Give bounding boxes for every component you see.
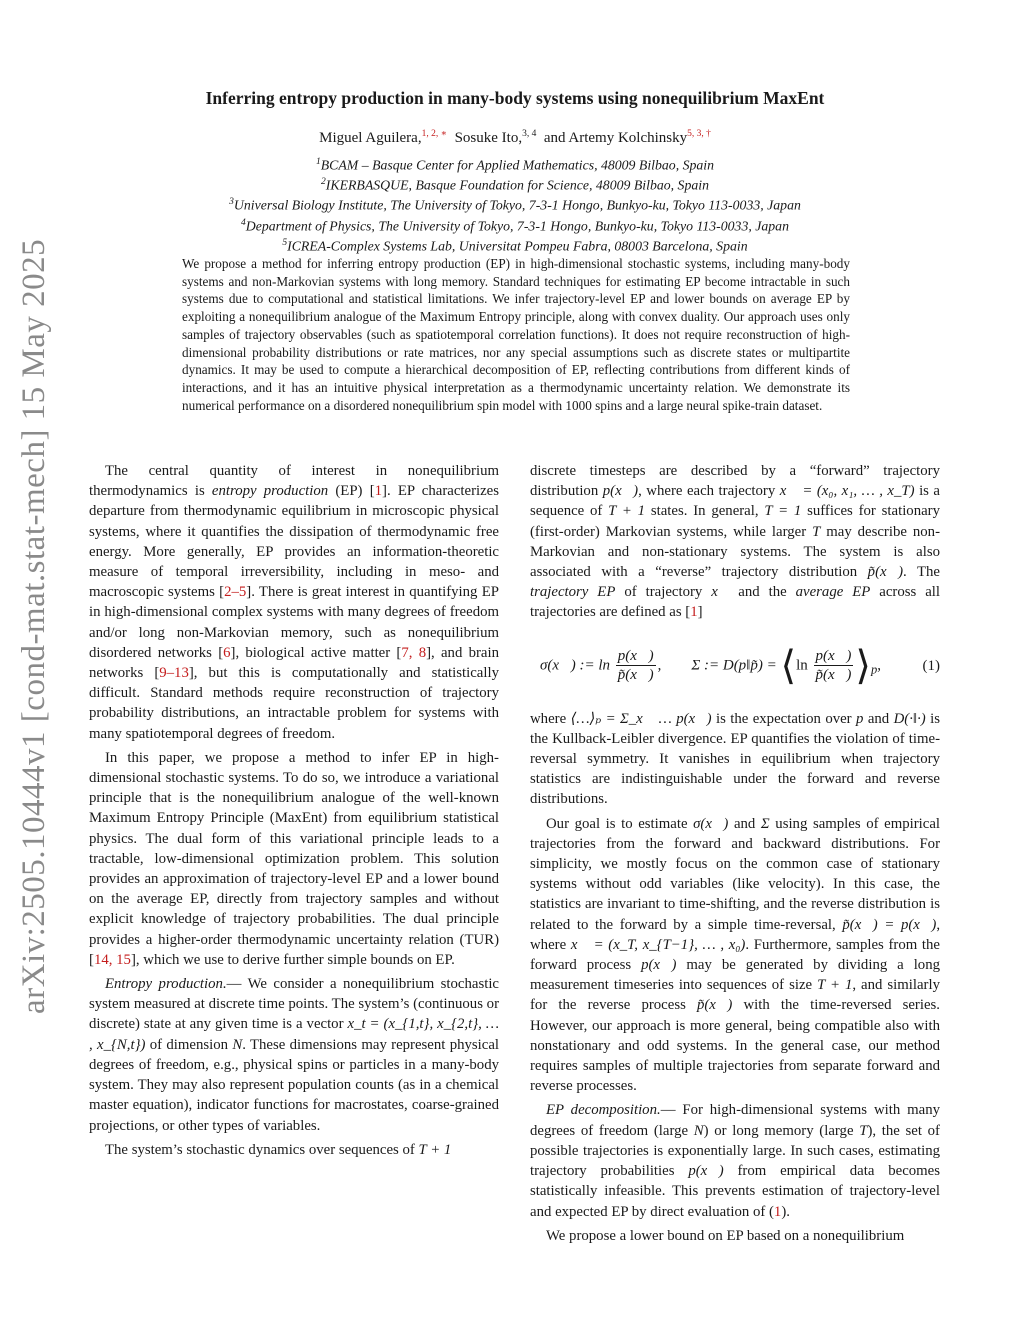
affiliation (100, 215, 930, 235)
paragraph: The system’s stochastic dynamics over sequences of T + 1 (105, 1141, 452, 1158)
inline-math: N (232, 1036, 243, 1053)
inline-math: x⃗ = (x₀, x₁, … , x_T) (779, 483, 915, 500)
inline-math: x⃖ = (x_T, x_{T−1}, … , x₀) (570, 936, 746, 953)
author-name: and Artemy Kolchinsky (543, 130, 688, 146)
inline-math: T (859, 1122, 868, 1139)
body-right-column (530, 461, 940, 1246)
affiliation-number: 1 (315, 157, 321, 167)
inline-math: T + 1 (418, 1141, 452, 1158)
affiliation (100, 154, 930, 174)
inline-math: p̃(x⃗) (696, 997, 733, 1014)
affiliation-text: BCAM – Basque Center for Applied Mathematics, 48009 Bilbao, Spain (320, 157, 715, 173)
paragraph: The central quantity of interest in nonequilibrium thermodynamics is entropy production (EP) [1]. EP characterizes departure from thermodynamic equilibrium in microscopic physical systems, where it quantifies the dissipation of thermodynamic free energy. More generally, EP provides an information-theoretic measure of temporal irreversibility, including in meso- and macroscopic systems [2–5]. There is great interest in quantifying EP in high-dimensional complex systems with many degrees of freedom and/or long non-Markovian memory, such as nonequilibrium disordered networks [6], biological active matter [7, 8], and brain networks [9–13], but this is computationally and statistically difficult. Standard methods require reconstruction of trajectory probability distributions, an intractable problem for systems with many spatiotemporal degrees of freedom. (89, 463, 499, 742)
citation-link[interactable]: 1 (374, 483, 383, 500)
eq-fraction: $\frac{p(x⃗)}{p̃(x⃗)}$ (815, 648, 852, 684)
inline-math: p (856, 710, 864, 727)
affiliation-number: 3 (229, 197, 234, 208)
inline-math: p(x⃗) (641, 957, 677, 974)
inline-math: σ(x⃗) (693, 815, 729, 832)
inline-math: p̃(x⃗) = p(x⃖) (842, 916, 937, 933)
equation-ref-link[interactable]: 1 (773, 1203, 782, 1220)
affiliation-list (100, 154, 930, 255)
author-affil-sup: 5, 3, † (687, 129, 711, 139)
inline-math: T (812, 523, 821, 540)
paragraph: In this paper, we propose a method to infer EP in high-dimensional stochastic systems. To do so, we introduce a variational principle that is the nonequilibrium analogue of the well-known Maximum Entropy Principle (MaxEnt) from equilibrium statistical physics. The dual form of this variational principle leads to a tractable, low-dimensional optimization problem. This solution provides an approximation of trajectory-level EP and a lower bound on the average EP, directly from trajectory samples and without explicit knowledge of trajectory probabilities. The dual principle provides a higher-order thermodynamic uncertainty relation (TUR) [14, 15], which we use to derive further simple bounds on EP. (89, 749, 499, 968)
equation-body: σ(x⃗) := ln $\frac{p(x⃗)}{p̃(x⃗)}$ , Σ := D(p‖p̃) = ⟨ln $\frac{p(x⃗)}{p̃(x⃗)}$ $⟩_p$, (540, 642, 881, 688)
author-affil-sup: 3, 4 (522, 129, 537, 139)
display-equation (540, 637, 940, 695)
eq-term: Σ := D(p‖p̃) = (691, 657, 777, 674)
eq-fraction: $\frac{p(x⃗)}{p̃(x⃗)}$ (617, 648, 654, 684)
affiliation-number: 4 (241, 217, 246, 228)
inline-math: T = 1 (764, 503, 802, 520)
abstract: We propose a method for inferring entropy production (EP) in high-dimensional stochastic systems, including many-body systems and non-Markovian systems with long memory. Standard techniques for estimating EP become intractable in such systems due to computational and statistical limitations. We infer trajectory-level EP and lower bounds on average EP by exploiting a nonequilibrium analogue of the Maximum Entropy principle, along with convex duality. Our approach uses only samples of trajectory observables (such as spatiotemporal correlation functions). It does not require reconstruction of high-dimensional probability distributions or rate matrices, nor any special assumptions such as discrete states or multipartite dynamics. It may be used to compute a hierarchical decomposition of EP, reflecting contributions from different kinds of interactions, and it has an intuitive physical interpretation as a thermodynamic uncertainty relation. We demonstrate its numerical performance on a disordered nonequilibrium spin model with 1000 spins and a large neural spike-train dataset. (182, 256, 850, 413)
equation-number: (1) (922, 657, 940, 674)
inline-math: p(x⃗) (688, 1163, 724, 1180)
affiliation (100, 235, 930, 255)
inline-math: Σ (760, 815, 770, 832)
citation-link[interactable]: 6 (223, 644, 231, 661)
inline-math: x⃗ (711, 584, 730, 601)
inline-math: p(x⃗) (602, 483, 639, 500)
inline-math: T + 1 (608, 503, 646, 520)
citation-link[interactable]: 1 (690, 604, 698, 621)
affiliation (100, 194, 930, 214)
affiliation-text: IKERBASQUE, Basque Foundation for Science, 48009 Bilbao, Spain (325, 177, 709, 193)
affiliation-text: Universal Biology Institute, The University of Tokyo, 7-3-1 Hongo, Bunkyo-ku, Tokyo 113-0033, Japan (233, 197, 801, 213)
inline-math: N (693, 1122, 704, 1139)
affiliation-number: 2 (321, 177, 326, 188)
citation-link[interactable]: 7, 8 (401, 644, 427, 661)
affiliation (100, 174, 930, 194)
paragraph: where ⟨…⟩ₚ = Σ_x⃗ … p(x⃗) is the expectation over p and D(·‖·) is the Kullback-Leibler divergence. EP quantifies the violation of time-reversal symmetry. It vanishes in equilibrium when trajectory statistics are indistinguishable under the forward and reverse distributions. (530, 710, 940, 808)
paragraph: discrete timesteps are described by a “forward” trajectory distribution p(x⃗), where each trajectory x⃗ = (x₀, x₁, … , x_T) is a sequence of T + 1 states. In general, T = 1 suffices for stationary (first-order) Markovian systems, while larger T may describe non-Markovian and non-stationary systems. The system is also associated with a “reverse” trajectory distribution p̃(x⃗). The trajectory EP of trajectory x⃗ and the average EP across all trajectories are defined as [1] (530, 463, 941, 621)
author-list (100, 128, 930, 147)
citation-link[interactable]: 2–5 (224, 584, 247, 601)
author-name: Sosuke Ito, (454, 130, 523, 146)
affiliation-number: 5 (282, 237, 288, 248)
affiliation-text: Department of Physics, The University of Tokyo, 7-3-1 Hongo, Bunkyo-ku, Tokyo 113-0033, Japan (245, 218, 789, 234)
section-runin-heading: Entropy production. (105, 976, 227, 993)
eq-term: σ(x⃗) := ln (540, 657, 610, 674)
inline-math: x_t = (x_{1,t}, x_{2,t}, … , x_{N,t}) (89, 1016, 499, 1053)
paragraph: Entropy production.— We consider a nonequilibrium stochastic system measured at discrete time points. The system’s (continuous or discrete) state at any given time is a vector x_t = (x_{1,t}, x_{2,t}, … , x_{N,t}) of dimension N. These dimensions may represent physical degrees of freedom, e.g., physical spins or particles in a many-body system. They may also represent population counts (as in a chemical master equation), indicator functions for macrostates, coarse-grained projections, or other types of variables. (89, 976, 500, 1134)
body-left-column (89, 461, 499, 1160)
inline-math: ⟨…⟩ₚ = Σ_x⃗ … p(x⃗) (570, 710, 712, 727)
inline-math: D(·‖·) (893, 710, 926, 727)
arxiv-sidebar-stamp: arXiv:2505.10444v1 [cond-mat.stat-mech] 15 May 2025 (16, 238, 52, 1014)
paragraph: EP decomposition.— For high-dimensional systems with many degrees of freedom (large N) or long memory (large T), the set of possible trajectories is exponentially large. In such cases, estimating trajectory probabilities p(x⃗) from empirical data becomes statistically infeasible. This prevents estimation of trajectory-level and expected EP by direct evaluation of (1). (530, 1102, 940, 1220)
section-runin-heading: EP decomposition. (546, 1102, 661, 1119)
paragraph: Our goal is to estimate σ(x⃗) and Σ using samples of empirical trajectories from the forward and backward distributions. For simplicity, we mostly focus on the common case of stationary systems without odd variables (like velocity). In this case, the statistics are invariant to time-shifting, and the reverse distribution is related to the forward by a simple time-reversal, p̃(x⃗) = p(x⃖), where x⃖ = (x_T, x_{T−1}, … , x₀). Furthermore, samples from the forward process p(x⃗) may be generated by dividing a long measurement timeseries into sequences of size T + 1, and similarly for the reverse process p̃(x⃗) with the time-reversed series. However, our approach is more general, being compatible also with nonstationary and odd systems. In the general case, our method requires samples of multiple trajectories from separate forward and reverse processes. (530, 815, 941, 1095)
author-affil-sup: 1, 2, ∗ (421, 129, 448, 139)
citation-link[interactable]: 9–13 (159, 665, 189, 682)
citation-link[interactable]: 14, 15 (93, 951, 131, 968)
inline-math: T + 1 (817, 977, 853, 994)
paper-title: Inferring entropy production in many-body systems using nonequilibrium MaxEnt (205, 88, 825, 108)
author-name: Miguel Aguilera, (319, 130, 422, 146)
affiliation-text: ICREA-Complex Systems Lab, Universitat Pompeu Fabra, 08003 Barcelona, Spain (287, 238, 748, 254)
inline-math: p̃(x⃗) (867, 564, 904, 581)
paragraph: We propose a lower bound on EP based on a nonequilibrium (546, 1227, 905, 1244)
